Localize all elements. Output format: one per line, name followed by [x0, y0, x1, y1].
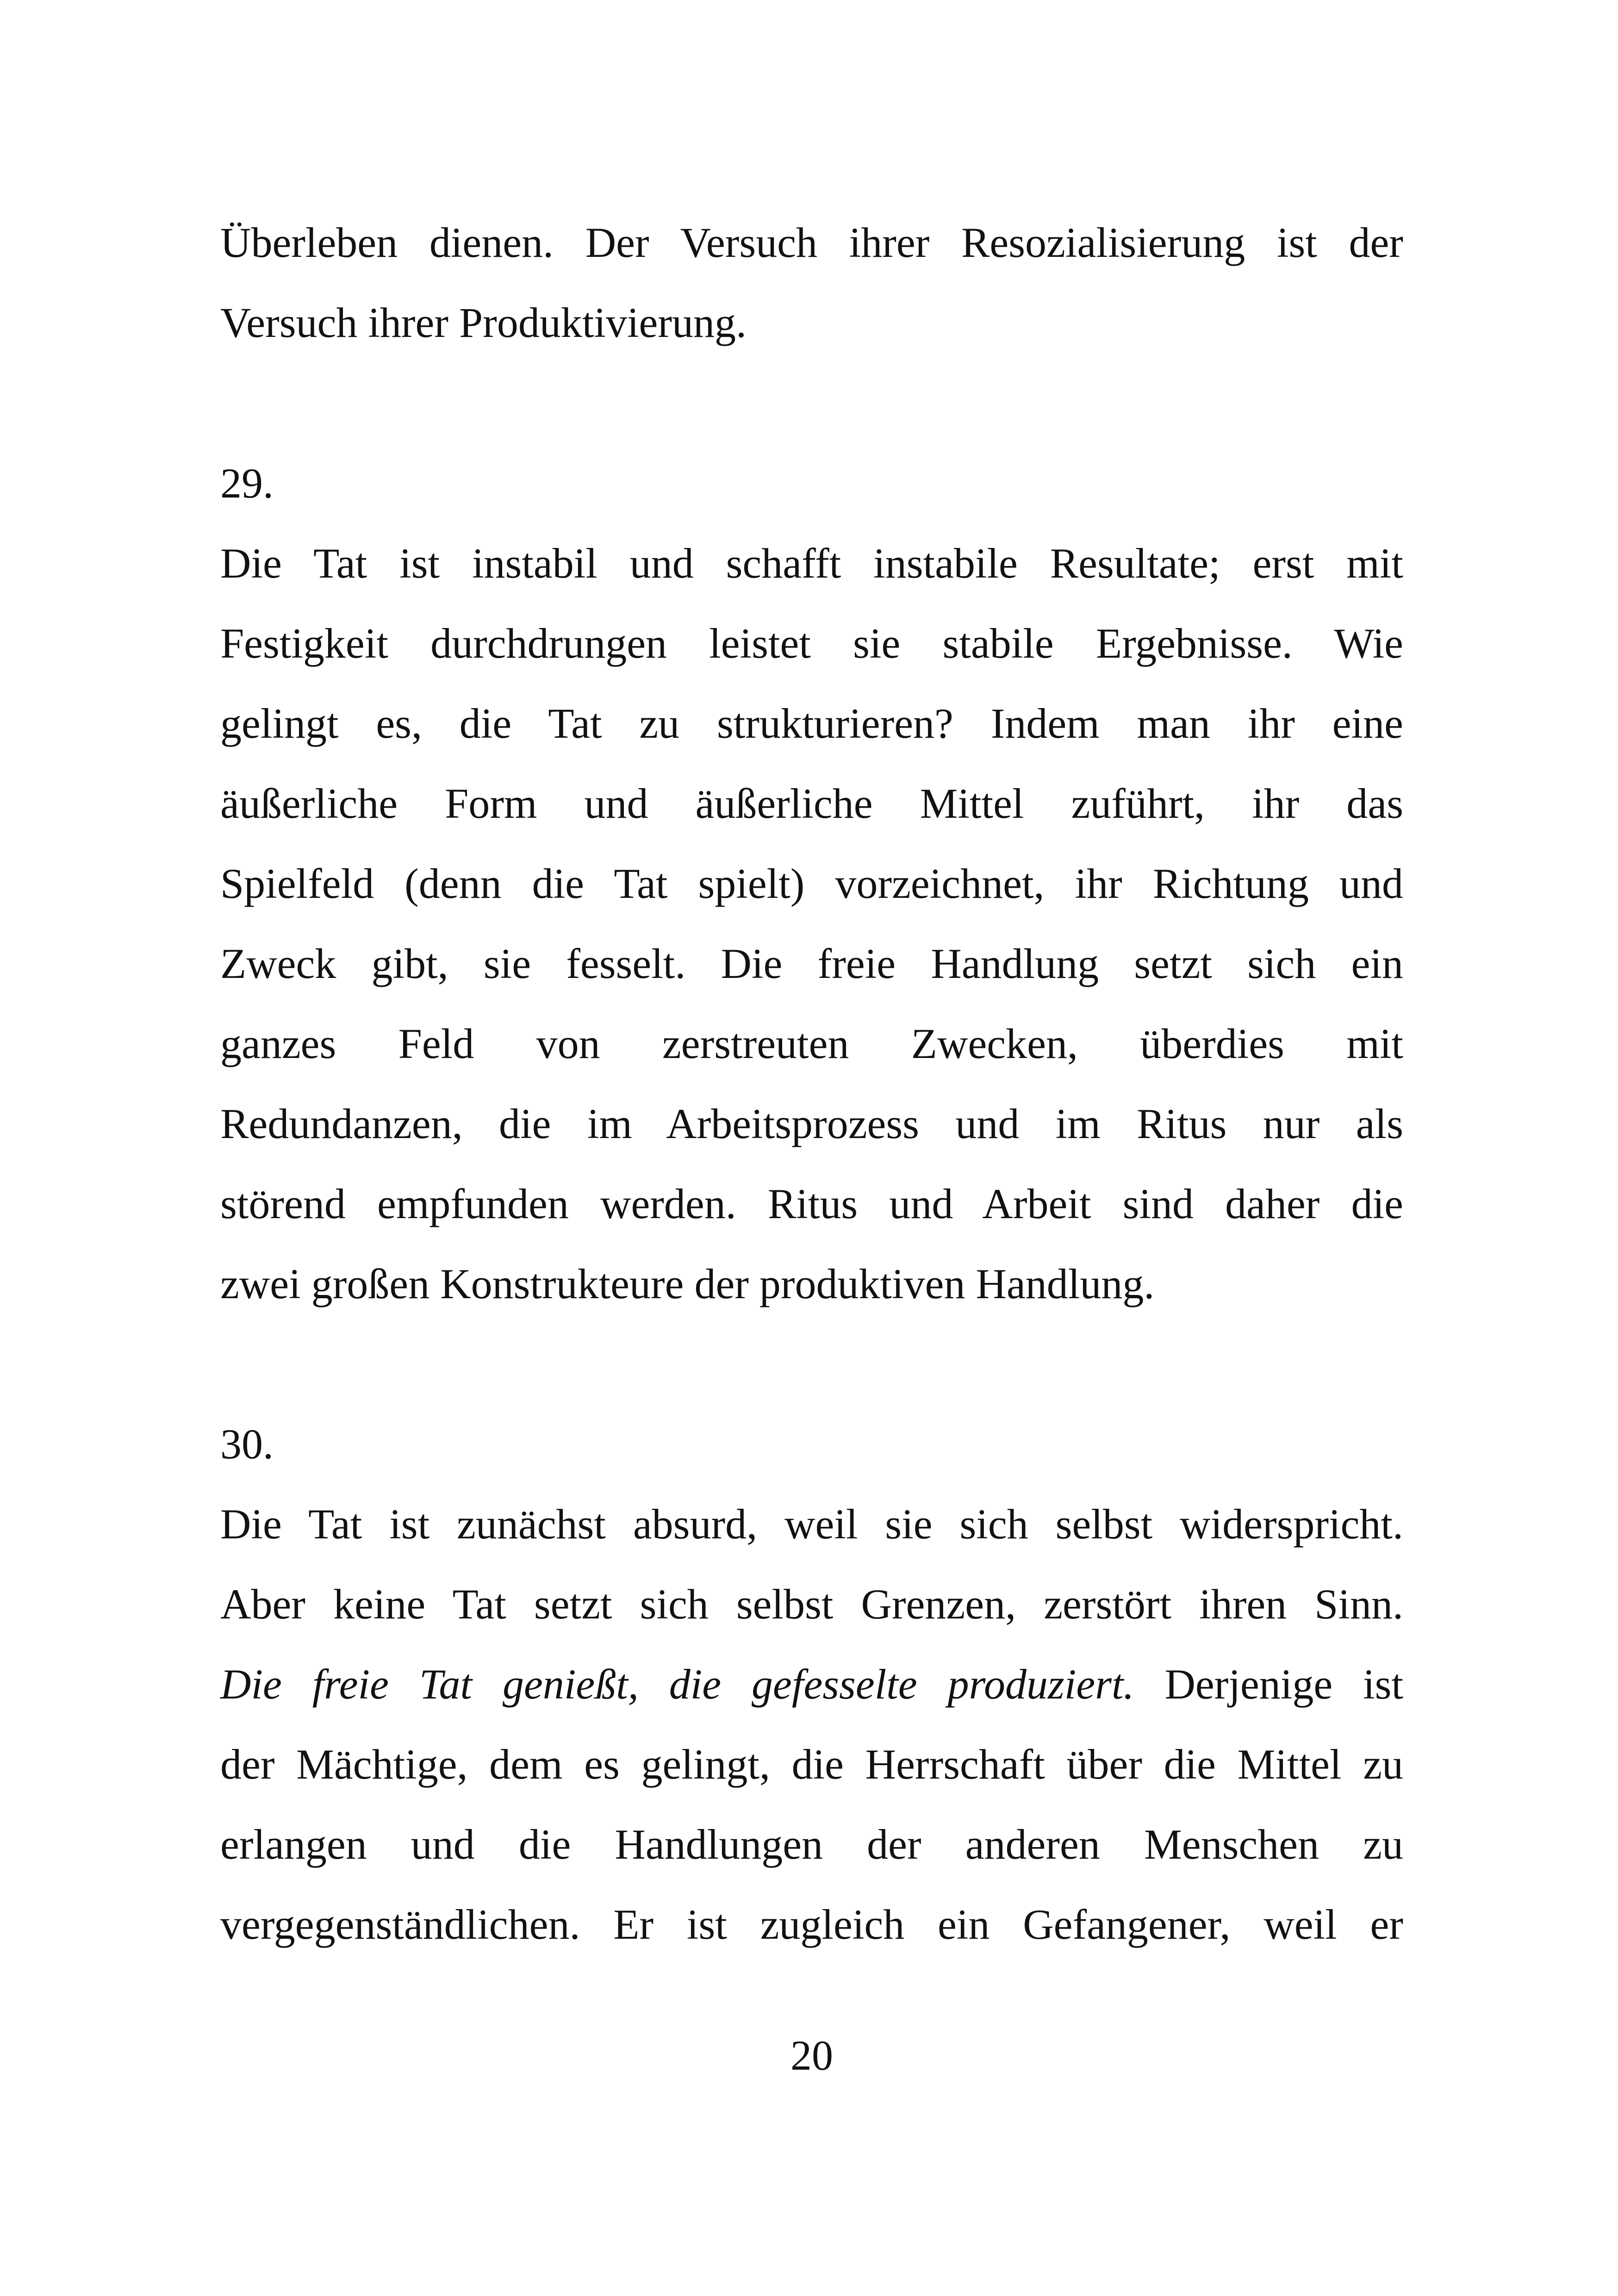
text-line: Aber keine Tat setzt sich selbst Grenzen, zerstört ihren Sinn. — [220, 1580, 1403, 1628]
document-page — [220, 0, 1403, 2296]
text-line: Die Tat ist instabil und schafft instabile Resultate; erst mit — [220, 540, 1403, 587]
italic-emphasis: Die freie Tat genießt, die gefesselte produziert. — [220, 1661, 1134, 1708]
text-line: Die Tat ist zunächst absurd, weil sie sich selbst widerspricht. — [220, 1500, 1403, 1548]
text-line: gelingt es, die Tat zu strukturieren? Indem man ihr eine — [220, 700, 1403, 747]
text-line: der Mächtige, dem es gelingt, die Herrschaft über die Mittel zu — [220, 1741, 1403, 1788]
section-29-paragraph — [220, 523, 1403, 1324]
text-line-mixed — [220, 1644, 1403, 1724]
text-line: ganzes Feld von zerstreuten Zwecken, überdies mit — [220, 1020, 1403, 1067]
section-30-paragraph — [220, 1484, 1403, 1965]
section-number-29: 29. — [220, 460, 274, 507]
text-line: zwei großen Konstrukteure der produktiven Handlung. — [220, 1260, 1155, 1307]
text-line: vergegenständlichen. Er ist zugleich ein Gefangener, weil er — [220, 1901, 1403, 1948]
text-line: Redundanzen, die im Arbeitsprozess und im Ritus nur als — [220, 1100, 1403, 1147]
text-line: äußerliche Form und äußerliche Mittel zuführt, ihr das — [220, 780, 1403, 827]
text-line: Spielfeld (denn die Tat spielt) vorzeichnet, ihr Richtung und — [220, 860, 1403, 907]
text-line: störend empfunden werden. Ritus und Arbeit sind daher die — [220, 1180, 1403, 1227]
text-line: Festigkeit durchdrungen leistet sie stabile Ergebnisse. Wie — [220, 620, 1403, 667]
text-line: erlangen und die Handlungen der anderen Menschen zu — [220, 1821, 1403, 1868]
section-number-30: 30. — [220, 1420, 274, 1468]
intro-paragraph — [220, 203, 1403, 363]
text-fragment: Derjenige ist — [1164, 1661, 1404, 1708]
text-line: Versuch ihrer Produktivierung. — [220, 299, 747, 346]
page-number: 20 — [790, 2032, 833, 2079]
text-line: Zweck gibt, sie fesselt. Die freie Handlung setzt sich ein — [220, 940, 1403, 987]
text-line: Überleben dienen. Der Versuch ihrer Resozialisierung ist der — [220, 219, 1403, 266]
